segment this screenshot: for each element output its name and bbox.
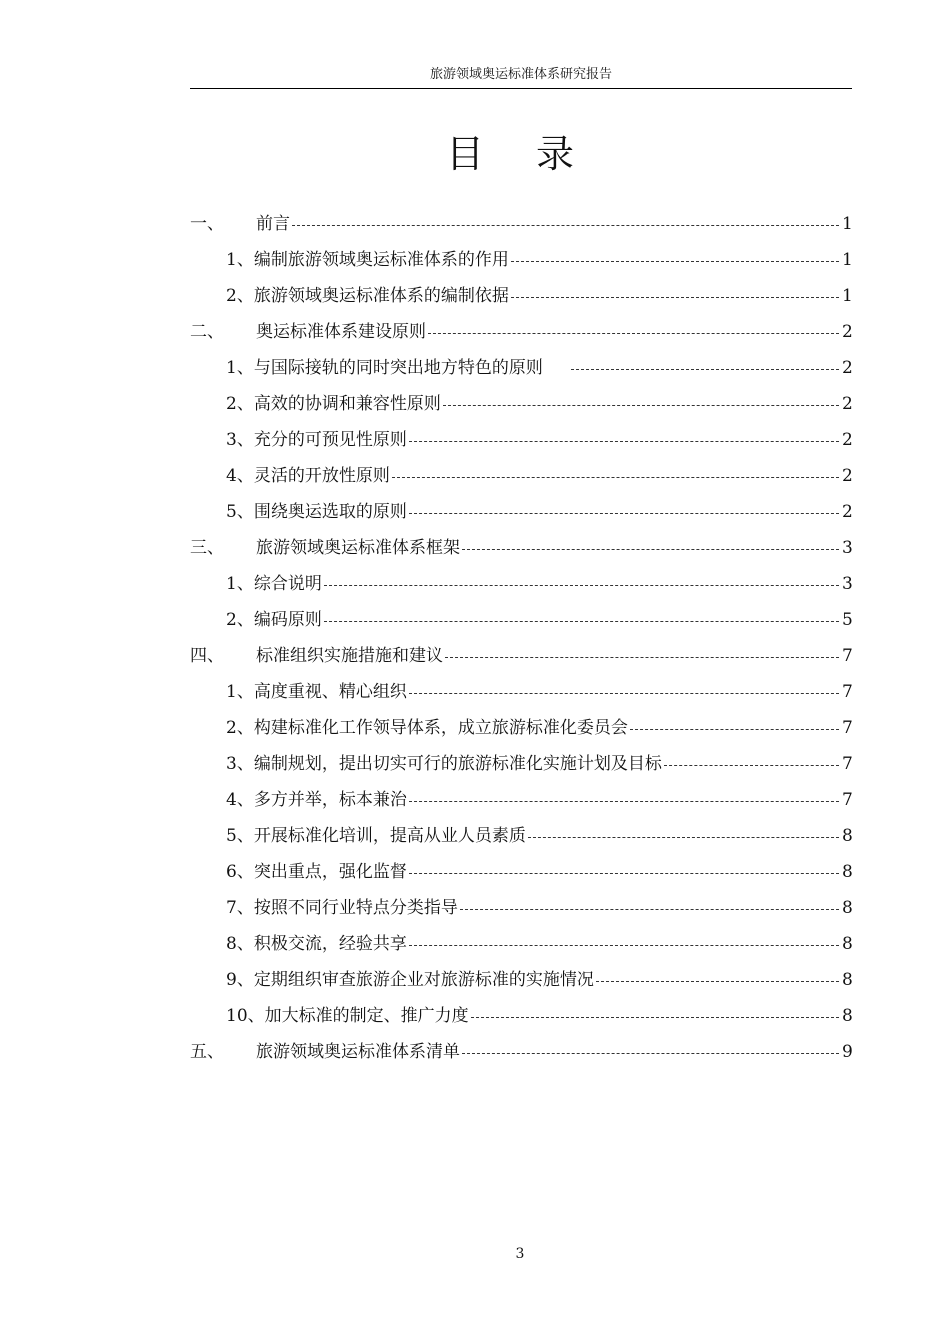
toc-entry[interactable]: [190, 998, 852, 1034]
toc-dot-leader: [571, 369, 839, 370]
toc-entry[interactable]: [190, 530, 852, 566]
toc-entry[interactable]: [190, 206, 852, 242]
toc-entry-title: 定期组织审查旅游企业对旅游标准的实施情况: [253, 970, 594, 990]
table-of-contents: [190, 206, 852, 1070]
toc-entry-number: 3、: [226, 430, 254, 450]
toc-entry-page: 7: [842, 718, 853, 738]
toc-entry-number: 4、: [226, 466, 254, 486]
toc-entry-page: 8: [842, 1006, 853, 1026]
toc-entry[interactable]: [190, 242, 852, 278]
toc-entry[interactable]: [190, 602, 852, 638]
toc-entry[interactable]: [190, 710, 852, 746]
toc-entry-title: 旅游领域奥运标准体系框架: [256, 538, 460, 558]
toc-entry[interactable]: [190, 566, 852, 602]
page-number: 3: [515, 1246, 525, 1262]
toc-dot-leader: [409, 441, 839, 442]
toc-entry-title: 编制旅游领域奥运标准体系的作用: [253, 250, 509, 270]
toc-entry[interactable]: [190, 494, 852, 530]
toc-dot-leader: [409, 801, 839, 802]
toc-entry-title: 灵活的开放性原则: [253, 466, 390, 486]
toc-dot-leader: [409, 873, 839, 874]
toc-dot-leader: [511, 297, 839, 298]
toc-entry-number: 4、: [226, 790, 254, 810]
toc-dot-leader: [445, 657, 839, 658]
toc-entry-title: 开展标准化培训，提高从业人员素质: [253, 826, 526, 846]
toc-entry[interactable]: [190, 1034, 852, 1070]
toc-entry-page: 2: [842, 358, 853, 378]
toc-entry-number: 二、: [190, 322, 224, 342]
toc-entry-title: 高效的协调和兼容性原则: [253, 394, 441, 414]
toc-entry-title: 奥运标准体系建设原则: [256, 322, 426, 342]
toc-entry-title: 旅游领域奥运标准体系清单: [256, 1042, 460, 1062]
toc-entry-number: 2、: [226, 610, 254, 630]
toc-entry-number: 2、: [226, 718, 254, 738]
toc-entry[interactable]: [190, 422, 852, 458]
toc-entry-number: 2、: [226, 394, 254, 414]
toc-dot-leader: [630, 729, 839, 730]
toc-dot-leader: [511, 261, 839, 262]
toc-entry-page: 3: [842, 538, 853, 558]
toc-entry-title: 综合说明: [253, 574, 322, 594]
toc-entry-page: 2: [842, 322, 853, 342]
toc-entry-page: 8: [842, 862, 853, 882]
toc-entry[interactable]: [190, 818, 852, 854]
toc-dot-leader: [528, 837, 839, 838]
toc-entry-title: 高度重视、精心组织: [253, 682, 407, 702]
toc-entry-number: 一、: [190, 214, 224, 234]
toc-entry-page: 5: [842, 610, 853, 630]
toc-entry-number: 8、: [226, 934, 254, 954]
toc-entry-page: 2: [842, 502, 853, 522]
toc-entry-page: 7: [842, 754, 853, 774]
toc-dot-leader: [409, 945, 839, 946]
toc-entry-number: 五、: [190, 1042, 224, 1062]
toc-entry-page: 1: [842, 286, 853, 306]
toc-entry-title: 与国际接轨的同时突出地方特色的原则: [253, 358, 543, 378]
toc-dot-leader: [462, 1053, 839, 1054]
toc-entry[interactable]: [190, 926, 852, 962]
toc-dot-leader: [409, 513, 839, 514]
toc-entry-number: 3、: [226, 754, 254, 774]
toc-entry-number: 2、: [226, 286, 254, 306]
toc-dot-leader: [409, 693, 839, 694]
toc-entry-page: 7: [842, 682, 853, 702]
toc-entry-number: 1、: [226, 682, 254, 702]
toc-entry-title: 按照不同行业特点分类指导: [253, 898, 458, 918]
toc-entry-number: 三、: [190, 538, 224, 558]
toc-entry-number: 10、: [226, 1006, 265, 1026]
toc-entry-page: 1: [842, 214, 853, 234]
toc-entry-number: 5、: [226, 826, 254, 846]
toc-entry[interactable]: [190, 854, 852, 890]
toc-entry-page: 1: [842, 250, 853, 270]
toc-entry-page: 8: [842, 934, 853, 954]
toc-entry-number: 9、: [226, 970, 254, 990]
toc-entry[interactable]: [190, 746, 852, 782]
toc-entry-number: 7、: [226, 898, 254, 918]
toc-entry-page: 7: [842, 646, 853, 666]
toc-entry-title: 旅游领域奥运标准体系的编制依据: [253, 286, 509, 306]
toc-entry-title: 编制规划，提出切实可行的旅游标准化实施计划及目标: [253, 754, 662, 774]
toc-entry-page: 2: [842, 466, 853, 486]
toc-entry[interactable]: [190, 278, 852, 314]
toc-entry-number: 1、: [226, 574, 254, 594]
page-title: 目 录: [445, 132, 595, 176]
toc-entry-page: 8: [842, 826, 853, 846]
toc-entry-number: 6、: [226, 862, 254, 882]
toc-entry-page: 7: [842, 790, 853, 810]
running-header: 旅游领域奥运标准体系研究报告: [190, 62, 852, 89]
toc-entry[interactable]: [190, 386, 852, 422]
toc-dot-leader: [596, 981, 839, 982]
toc-dot-leader: [462, 549, 839, 550]
toc-dot-leader: [443, 405, 839, 406]
toc-entry-title: 前言: [256, 214, 290, 234]
toc-entry-title: 加大标准的制定、推广力度: [264, 1006, 469, 1026]
toc-entry-number: 5、: [226, 502, 254, 522]
toc-entry-page: 2: [842, 430, 853, 450]
toc-entry-number: 1、: [226, 358, 254, 378]
toc-entry-title: 围绕奥运选取的原则: [253, 502, 407, 522]
toc-entry-title: 充分的可预见性原则: [253, 430, 407, 450]
toc-entry-number: 四、: [190, 646, 224, 666]
toc-entry[interactable]: [190, 674, 852, 710]
toc-entry-title: 多方并举，标本兼治: [253, 790, 407, 810]
toc-dot-leader: [460, 909, 839, 910]
toc-entry-page: 9: [842, 1042, 853, 1062]
toc-entry-page: 8: [842, 970, 853, 990]
toc-dot-leader: [471, 1017, 839, 1018]
toc-entry-page: 3: [842, 574, 853, 594]
toc-dot-leader: [664, 765, 839, 766]
toc-entry[interactable]: [190, 638, 852, 674]
toc-entry-number: 1、: [226, 250, 254, 270]
toc-entry-title: 积极交流，经验共享: [253, 934, 407, 954]
toc-dot-leader: [292, 225, 839, 226]
toc-dot-leader: [324, 585, 839, 586]
toc-entry[interactable]: [190, 458, 852, 494]
toc-dot-leader: [392, 477, 839, 478]
toc-entry-title: 标准组织实施措施和建议: [256, 646, 443, 666]
toc-entry-title: 构建标准化工作领导体系，成立旅游标准化委员会: [253, 718, 628, 738]
toc-entry[interactable]: [190, 962, 852, 998]
toc-entry[interactable]: [190, 890, 852, 926]
toc-entry[interactable]: [190, 782, 852, 818]
toc-entry-page: 8: [842, 898, 853, 918]
toc-dot-leader: [428, 333, 839, 334]
toc-entry[interactable]: [190, 314, 852, 350]
toc-entry-title: 编码原则: [253, 610, 322, 630]
toc-entry-title: 突出重点，强化监督: [253, 862, 407, 882]
toc-dot-leader: [324, 621, 839, 622]
toc-entry-page: 2: [842, 394, 853, 414]
toc-entry[interactable]: [190, 350, 852, 386]
